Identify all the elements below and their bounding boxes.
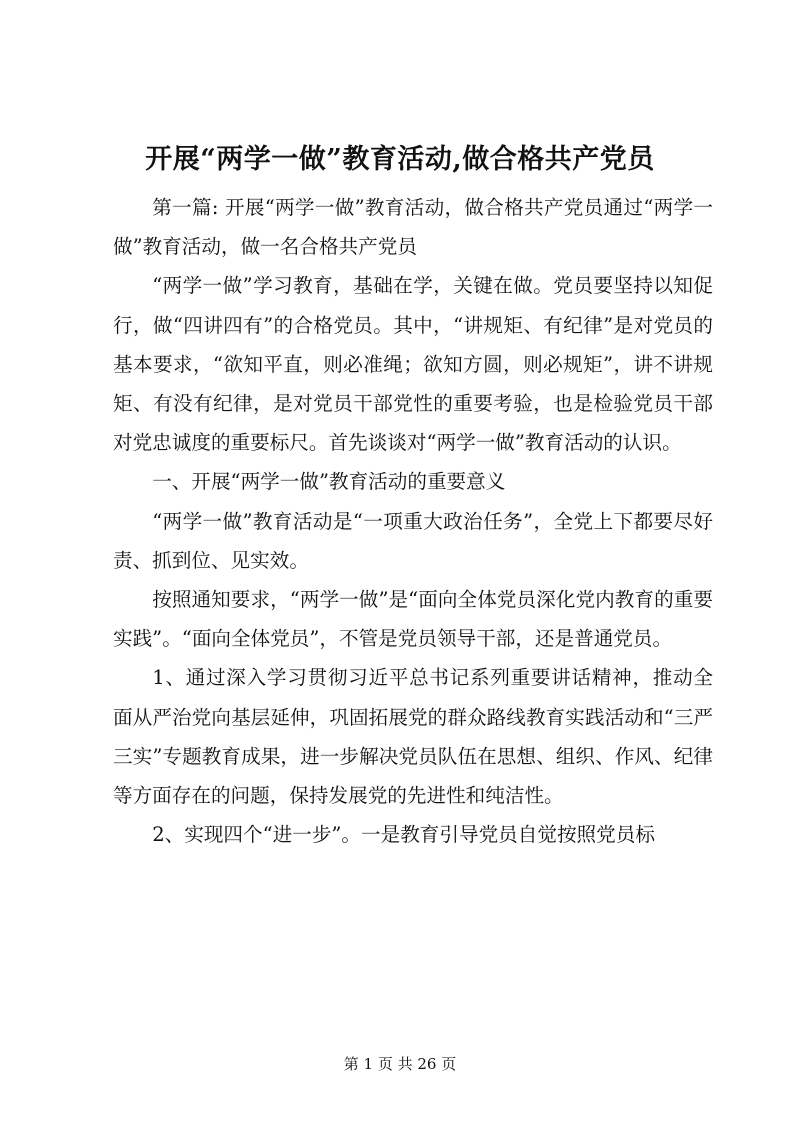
- paragraph-point-1: 1、通过深入学习贯彻习近平总书记系列重要讲话精神，推动全面从严治党向基层延伸，巩固拓展党的群众路线教育实践活动和“三严三实”专题教育成果，进一步解决党员队伍在思想、组织、作风、纪律等方面存在的问题，保持发展党的先进性和纯洁性。: [113, 666, 713, 808]
- document-body: [113, 188, 713, 854]
- document-title: 开展“两学一做”教育活动,做合格共产党员: [145, 144, 655, 175]
- paragraph-notice-requirements: 按照通知要求，“两学一做”是“面向全体党员深化党内教育的重要实践”。“面向全体党员”，不管是党员领导干部，还是普通党员。: [113, 588, 713, 651]
- page-number-footer: 第 1 页 共 26 页: [343, 1055, 457, 1073]
- paragraph-overview: “两学一做”学习教育，基础在学，关键在做。党员要坚持以知促行，做“四讲四有”的合格党员。其中，“讲规矩、有纪律”是对党员的基本要求，“欲知平直，则必准绳；欲知方圆，则必规矩”，讲不讲规矩、有没有纪律，是对党员干部党性的重要考验，也是检验党员干部对党忠诚度的重要标尺。首先谈谈对“两学一做”教育活动的认识。: [113, 274, 713, 455]
- paragraph-intro: 第一篇: 开展“两学一做”教育活动，做合格共产党员通过“两学一做”教育活动，做一名合格共产党员: [113, 196, 713, 259]
- paragraph-political-task: “两学一做”教育活动是“一项重大政治任务”，全党上下都要尽好责、抓到位、见实效。: [113, 509, 713, 572]
- section-heading-significance: 一、开展“两学一做”教育活动的重要意义: [152, 470, 506, 494]
- paragraph-point-2: 2、实现四个“进一步”。一是教育引导党员自觉按照党员标: [152, 823, 655, 847]
